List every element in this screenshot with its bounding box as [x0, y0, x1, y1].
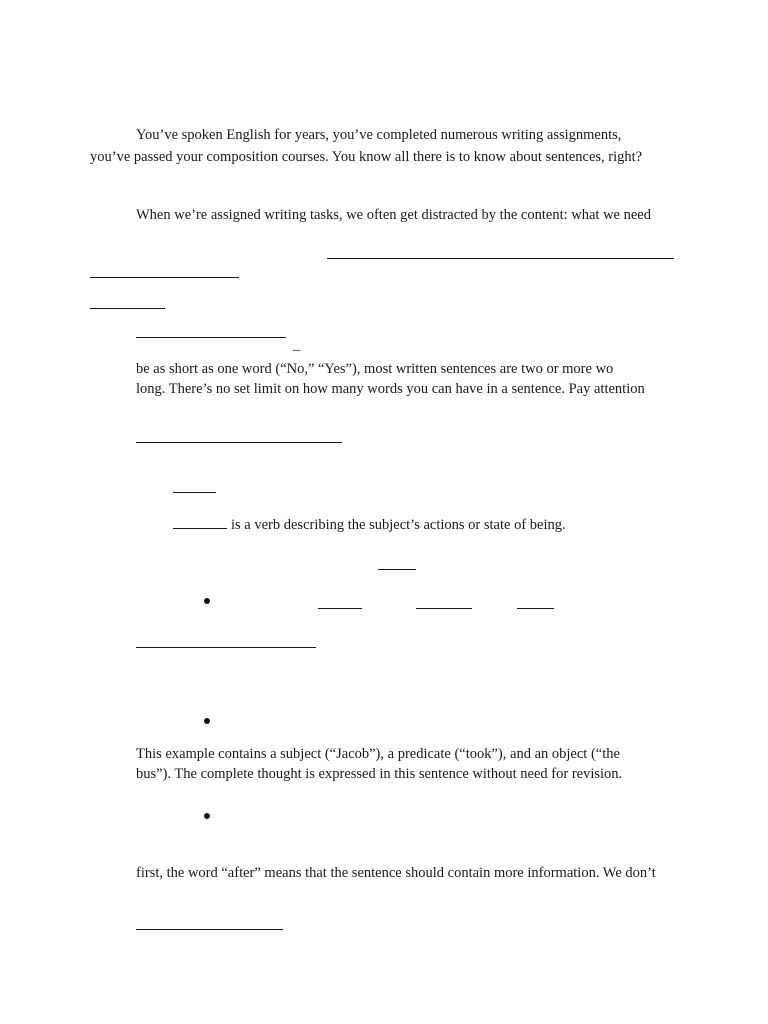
blank-line: [416, 608, 472, 609]
paragraph-2-line-1: When we’re assigned writing tasks, we often get distracted by the content: what we need: [136, 207, 651, 223]
predicate-text: is a verb describing the subject’s actions or state of being.: [231, 517, 566, 533]
blank-line: [136, 647, 316, 648]
paragraph-1-line-2: you’ve passed your composition courses. You know all there is to know about sentences, right?: [90, 149, 643, 165]
dash-mark: _: [293, 337, 301, 353]
example-2-line-1: first, the word “after” means that the sentence should contain more information. We don’t: [136, 865, 656, 881]
blank-line: [327, 258, 674, 259]
predicate-definition: [173, 516, 566, 534]
blank-line: [90, 308, 165, 309]
example-1-line-1: This example contains a subject (“Jacob”), a predicate (“took”), and an object (“the: [136, 746, 620, 762]
bullet-point: [204, 598, 210, 604]
example-1-line-2: bus”). The complete thought is expressed in this sentence without need for revision.: [136, 766, 623, 782]
blank-line: [318, 608, 362, 609]
blank-inline: [173, 516, 227, 529]
paragraph-1-line-1: You’ve spoken English for years, you’ve completed numerous writing assignments,: [136, 127, 622, 143]
paragraph-3-line-2: long. There’s no set limit on how many words you can have in a sentence. Pay attention: [136, 381, 645, 397]
blank-line: [517, 608, 554, 609]
paragraph-3-line-1: be as short as one word (“No,” “Yes”), most written sentences are two or more wo: [136, 361, 614, 377]
bullet-point: [204, 718, 210, 724]
blank-line: [136, 337, 286, 338]
bullet-point: [204, 813, 210, 819]
blank-line: [90, 277, 239, 278]
blank-line: [136, 929, 283, 930]
blank-line: [378, 569, 416, 570]
blank-line: [136, 442, 342, 443]
blank-line: [173, 492, 216, 493]
